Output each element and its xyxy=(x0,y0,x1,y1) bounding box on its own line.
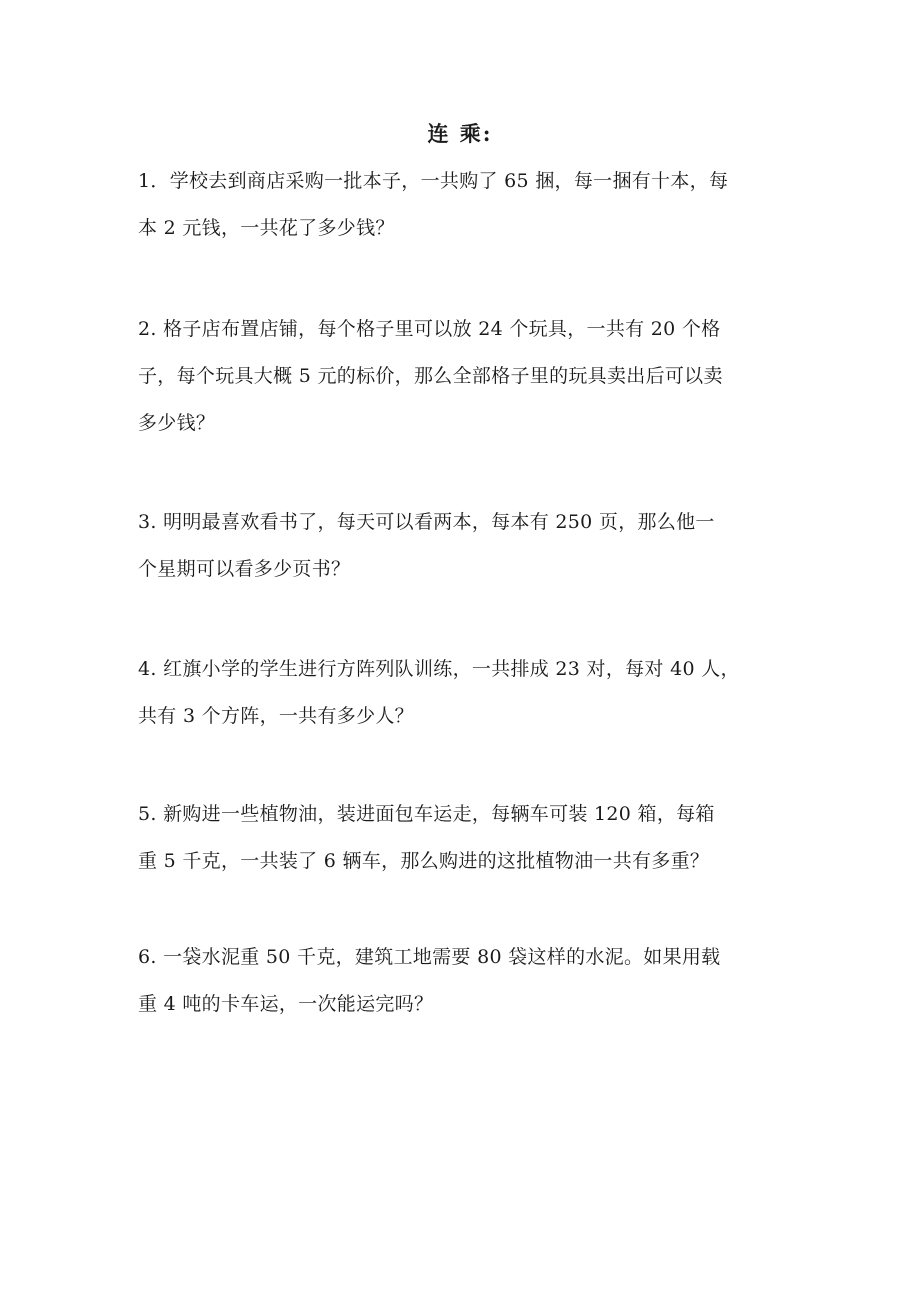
problem-4 xyxy=(138,646,788,740)
problem-line: 2. 格子店布置店铺，每个格子里可以放 24 个玩具，一共有 20 个格 xyxy=(138,318,721,340)
problem-line: 本 2 元钱，一共花了多少钱？ xyxy=(138,217,395,239)
problem-line: 重 4 吨的卡车运，一次能运完吗？ xyxy=(138,993,434,1015)
problem-3 xyxy=(138,499,788,593)
problem-6 xyxy=(138,934,788,1028)
problem-line: 子，每个玩具大概 5 元的标价，那么全部格子里的玩具卖出后可以卖 xyxy=(138,365,723,387)
problem-line: 4. 红旗小学的学生进行方阵列队训练，一共排成 23 对，每对 40 人， xyxy=(138,658,740,680)
problem-1 xyxy=(138,158,788,252)
problem-line: 6. 一袋水泥重 50 千克，建筑工地需要 80 袋这样的水泥。如果用载 xyxy=(138,946,721,968)
problem-line: 5. 新购进一些植物油，装进面包车运走，每辆车可装 120 箱，每箱 xyxy=(138,803,715,825)
problem-5 xyxy=(138,791,788,885)
problem-line: 个星期可以看多少页书？ xyxy=(138,558,351,580)
problem-2 xyxy=(138,306,788,447)
problem-line: 多少钱？ xyxy=(138,412,216,434)
problem-line: 1．学校去到商店采购一批本子，一共购了 65 捆，每一捆有十本，每 xyxy=(138,170,729,192)
problem-line: 重 5 千克，一共装了 6 辆车，那么购进的这批植物油一共有多重？ xyxy=(138,850,710,872)
problem-line: 共有 3 个方阵，一共有多少人？ xyxy=(138,705,414,727)
problem-line: 3. 明明最喜欢看书了，每天可以看两本，每本有 250 页，那么他一 xyxy=(138,511,715,533)
page-title: 连 乘: xyxy=(427,121,493,146)
